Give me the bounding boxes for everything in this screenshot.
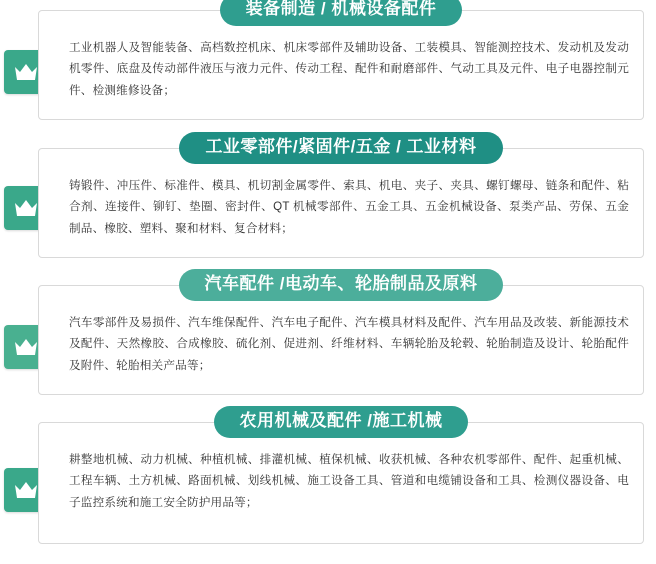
section-body: 汽车零部件及易损件、汽车维保配件、汽车电子配件、汽车模具材料及配件、汽车用品及改装、新能源技术及配件、天然橡胶、合成橡胶、硫化剂、促进剂、纤维材料、车辆轮胎及轮毂、轮胎制造及设计、轮胎配件及附件、轮胎相关产品等； bbox=[69, 316, 629, 372]
section-agricultural-machinery bbox=[0, 411, 656, 544]
card-inner-3 bbox=[39, 286, 643, 388]
card-inner-1 bbox=[39, 11, 643, 113]
section-auto-parts bbox=[0, 274, 656, 395]
section-body: 耕整地机械、动力机械、种植机械、排灌机械、植保机械、收获机械、各种农机零部件、配件、起重机械、工程车辆、土方机械、路面机械、划线机械、施工设备工具、管道和电缆铺设备和工具、检测仪器设备、电子监控系统和施工安全防护用品等； bbox=[69, 453, 629, 509]
section-title: 汽车配件 /电动车、轮胎制品及原料 bbox=[179, 269, 504, 301]
section-title: 农用机械及配件 /施工机械 bbox=[214, 406, 469, 438]
card-agricultural-machinery bbox=[38, 411, 644, 544]
section-equipment-manufacturing bbox=[0, 0, 656, 120]
card-inner-4 bbox=[39, 423, 643, 525]
section-title: 工业零部件/紧固件/五金 / 工业材料 bbox=[179, 132, 502, 164]
section-industrial-parts bbox=[0, 137, 656, 258]
card-equipment-manufacturing bbox=[38, 0, 644, 120]
card-auto-parts bbox=[38, 274, 644, 395]
section-title: 装备制造 / 机械设备配件 bbox=[220, 0, 463, 26]
section-body: 铸锻件、冲压件、标准件、模具、机切割金属零件、索具、机电、夹子、夹具、螺钉螺母、链条和配件、粘合剂、连接件、铆钉、垫圈、密封件、QT 机械零部件、五金工具、五金机械设备、泵类产品、劳保、五金制品、橡胶、塑料、聚和材料、复合材料； bbox=[69, 179, 629, 235]
card-inner-2 bbox=[39, 149, 643, 251]
card-industrial-parts bbox=[38, 137, 644, 258]
section-body: 工业机器人及智能装备、高档数控机床、机床零部件及辅助设备、工装模具、智能测控技术、发动机及发动机零件、底盘及传动部件液压与液力元件、传动工程、配件和耐磨部件、气动工具及元件、电子电器控制元件、检测维修设备； bbox=[69, 41, 629, 97]
